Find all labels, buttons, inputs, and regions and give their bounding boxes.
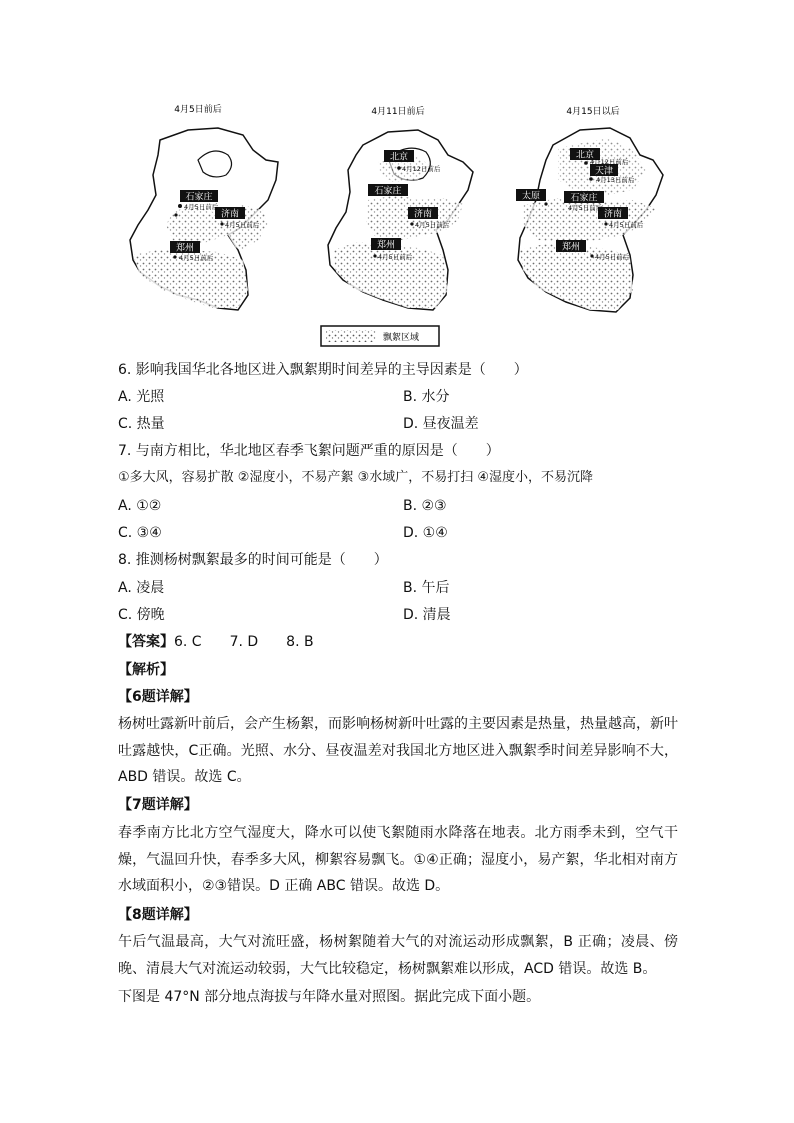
q8-option-b: B. 午后 bbox=[403, 580, 450, 596]
date-3-b: 4月13日前后 bbox=[596, 176, 635, 184]
d7-text: 春季南方比北方空气湿度大，降水可以使飞絮随雨水降落在地表。北方雨季未到，空气干燥，气温回升快，春季多大风，柳絮容易飘飞。①④正确；湿度小，易产絮，华北相对南方水域面积小，②③错误。D 正确 ABC 错误。故选 D。 bbox=[118, 825, 678, 894]
panel1-title: 4月5日前后 bbox=[174, 105, 222, 115]
date-3-a: 4月12日前后 bbox=[590, 158, 629, 166]
city-jinan-3: 济南 bbox=[603, 209, 623, 220]
q6-option-b: B. 水分 bbox=[403, 389, 450, 405]
city-beijing-2: 北京 bbox=[389, 152, 409, 163]
d8-text: 午后气温最高，大气对流旺盛，杨树絮随着大气的对流运动形成飘絮，B 正确；凌晨、傍晚、清晨大气对流运动较弱，大气比较稳定，杨树飘絮难以形成，ACD 错误。故选 B。 bbox=[118, 934, 678, 977]
date-1-a: 4月5日前后 bbox=[184, 203, 219, 211]
q6-option-a: A. 光照 bbox=[118, 389, 165, 405]
q7-option-b: B. ②③ bbox=[403, 498, 447, 514]
city-shijiazhuang-1: 石家庄 bbox=[185, 192, 213, 203]
q7-option-c: C. ③④ bbox=[118, 525, 162, 541]
q7-option-a: A. ①② bbox=[118, 498, 162, 514]
d6-text: 杨树吐露新叶前后，会产生杨絮，而影响杨树新叶吐露的主要因素是热量，热量越高，新叶吐露越快，C正确。光照、水分、昼夜温差对我国北方地区进入飘絮季时间差异影响不大，ABD 错误。故选 C。 bbox=[118, 716, 678, 785]
date-3-d: 4月5日前后 bbox=[609, 221, 644, 229]
q8-option-d: D. 清晨 bbox=[403, 607, 451, 623]
date-2-c: 4月5日前后 bbox=[378, 253, 413, 261]
q8-option-c: C. 傍晚 bbox=[118, 607, 165, 623]
q7-option-d: D. ①④ bbox=[403, 525, 448, 541]
city-shijiazhuang-2: 石家庄 bbox=[374, 186, 402, 197]
city-zhengzhou-2: 郑州 bbox=[376, 240, 396, 251]
d7-label: 【7题详解】 bbox=[118, 797, 198, 813]
q7-stem: 7. 与南方相比，华北地区春季飞絮问题严重的原因是（ ） bbox=[118, 443, 500, 459]
legend-swatch bbox=[326, 330, 376, 342]
map-figure bbox=[118, 100, 678, 348]
map-panel-3 bbox=[516, 128, 663, 312]
next-intro: 下图是 47°N 部分地点海拔与年降水量对照图。据此完成下面小题。 bbox=[118, 989, 541, 1005]
date-3-c: 4月5日前后 bbox=[568, 204, 603, 212]
date-2-b: 4月5日前后 bbox=[415, 221, 450, 229]
d6-label: 【6题详解】 bbox=[118, 689, 198, 705]
city-jinan-2: 济南 bbox=[413, 209, 433, 220]
city-zhengzhou-1: 郑州 bbox=[175, 243, 195, 254]
q6-option-c: C. 热量 bbox=[118, 416, 165, 432]
map-svg bbox=[118, 100, 678, 348]
map-panel-1 bbox=[130, 128, 278, 310]
map-legend bbox=[321, 326, 439, 346]
q6-stem: 6. 影响我国华北各地区进入飘絮期时间差异的主导因素是（ ） bbox=[118, 362, 528, 378]
analysis-label: 【解析】 bbox=[118, 662, 174, 678]
date-2-a: 4月12日前后 bbox=[402, 165, 441, 173]
legend-label: 飘絮区域 bbox=[383, 333, 420, 343]
city-tianjin-3: 天津 bbox=[594, 166, 614, 177]
q8-option-a: A. 凌晨 bbox=[118, 580, 165, 596]
panel3-title: 4月15日以后 bbox=[566, 107, 620, 117]
city-beijing-3: 北京 bbox=[575, 150, 595, 161]
d8-label: 【8题详解】 bbox=[118, 907, 198, 923]
q8-stem: 8. 推测杨树飘絮最多的时间可能是（ ） bbox=[118, 552, 388, 568]
city-taiyuan-3: 太原 bbox=[521, 191, 541, 202]
q7-statements: ①多大风，容易扩散 ②湿度小，不易产絮 ③水域广，不易打扫 ④湿度小，不易沉降 bbox=[118, 470, 594, 485]
answer-line bbox=[118, 632, 314, 652]
map-panel-2 bbox=[328, 130, 473, 310]
q6-option-d: D. 昼夜温差 bbox=[403, 416, 479, 432]
date-1-c: 4月5日前后 bbox=[179, 254, 214, 262]
city-jinan-1: 济南 bbox=[220, 209, 240, 220]
answer-text: 6. C 7. D 8. B bbox=[174, 634, 314, 650]
date-1-b: 4月5日前后 bbox=[225, 221, 260, 229]
panel2-title: 4月11日前后 bbox=[371, 107, 425, 117]
city-shijiazhuang-3: 石家庄 bbox=[570, 193, 598, 204]
date-3-e: 4月5日前后 bbox=[595, 253, 630, 261]
city-zhengzhou-3: 郑州 bbox=[561, 242, 581, 253]
answer-label: 【答案】 bbox=[118, 634, 174, 650]
